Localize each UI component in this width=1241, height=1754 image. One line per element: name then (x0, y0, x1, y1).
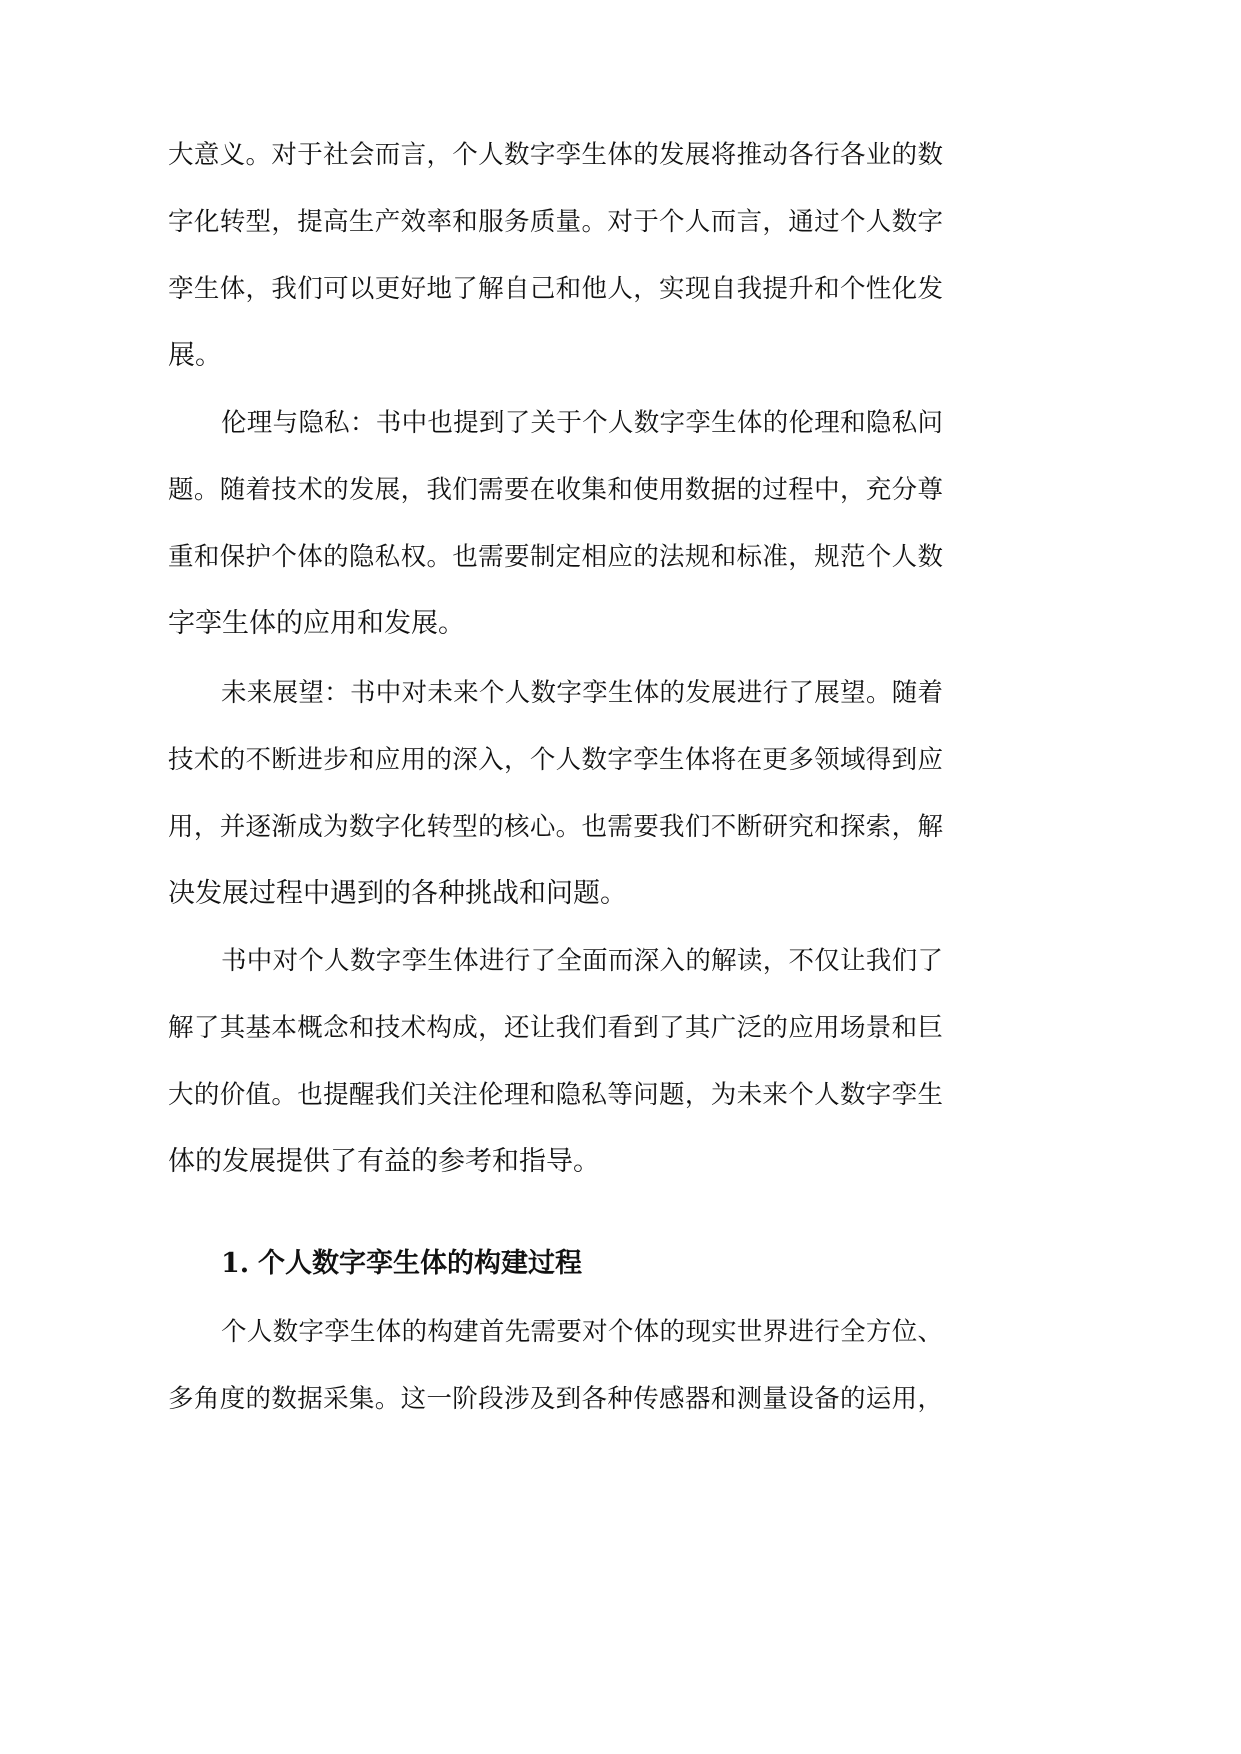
paragraph-4-line-2: 解了其基本概念和技术构成，还让我们看到了其广泛的应用场景和巨 (168, 1013, 943, 1043)
section-heading (221, 1247, 582, 1281)
paragraph-2-line-1: 伦理与隐私：书中也提到了关于个人数字孪生体的伦理和隐私问 (221, 408, 943, 438)
paragraph-3-line-3: 用，并逐渐成为数字化转型的核心。也需要我们不断研究和探索，解 (168, 812, 943, 842)
paragraph-2-line-2: 题。随着技术的发展，我们需要在收集和使用数据的过程中，充分尊 (168, 475, 943, 505)
section-heading-number: 1. (221, 1248, 250, 1279)
section-heading-text: 个人数字孪生体的构建过程 (258, 1248, 582, 1279)
paragraph-3-line-1: 未来展望：书中对未来个人数字孪生体的发展进行了展望。随着 (221, 678, 943, 708)
paragraph-3-line-4: 决发展过程中遇到的各种挑战和问题。 (168, 878, 627, 909)
paragraph-1-line-1: 大意义。对于社会而言，个人数字孪生体的发展将推动各行各业的数 (168, 140, 943, 170)
paragraph-4-line-3: 大的价值。也提醒我们关注伦理和隐私等问题，为未来个人数字孪生 (168, 1080, 943, 1110)
paragraph-1-line-2: 字化转型，提高生产效率和服务质量。对于个人而言，通过个人数字 (168, 207, 943, 237)
paragraph-3-line-2: 技术的不断进步和应用的深入，个人数字孪生体将在更多领域得到应 (168, 745, 943, 775)
paragraph-4-line-1: 书中对个人数字孪生体进行了全面而深入的解读，不仅让我们了 (221, 946, 943, 976)
paragraph-5-line-1: 个人数字孪生体的构建首先需要对个体的现实世界进行全方位、 (221, 1317, 943, 1347)
paragraph-2-line-4: 字孪生体的应用和发展。 (168, 608, 465, 639)
paragraph-1-line-3: 孪生体，我们可以更好地了解自己和他人，实现自我提升和个性化发 (168, 274, 943, 304)
paragraph-1-line-4: 展。 (168, 340, 222, 371)
paragraph-5-line-2: 多角度的数据采集。这一阶段涉及到各种传感器和测量设备的运用， (168, 1384, 943, 1414)
paragraph-4-line-4: 体的发展提供了有益的参考和指导。 (168, 1146, 600, 1177)
paragraph-2-line-3: 重和保护个体的隐私权。也需要制定相应的法规和标准，规范个人数 (168, 542, 943, 572)
